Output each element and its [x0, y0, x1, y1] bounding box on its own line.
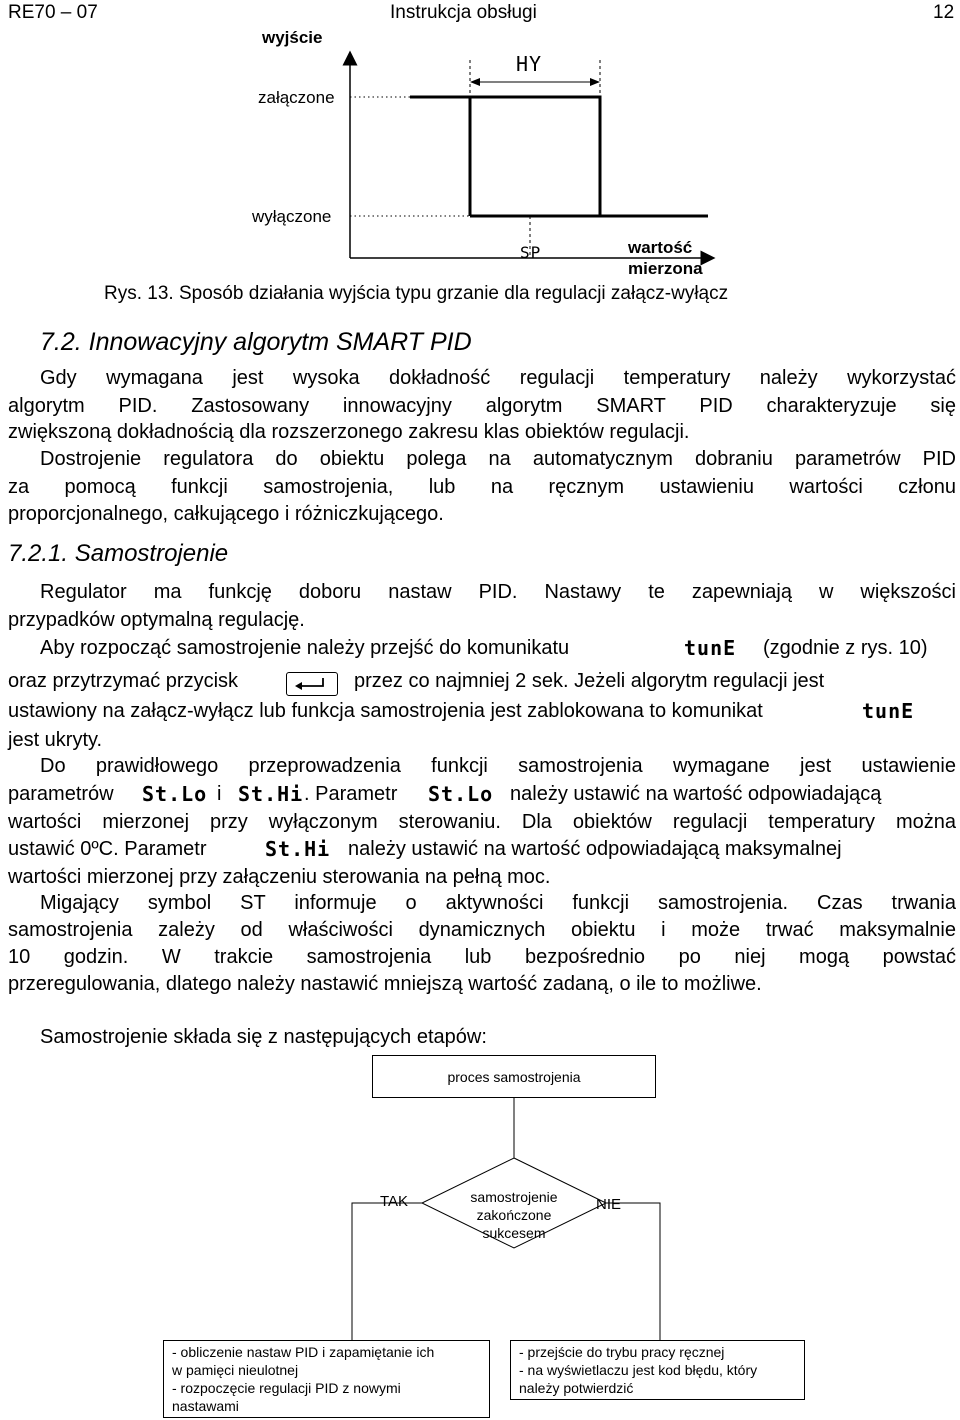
sub-p4-line2: samostrojenia zależy od właściwości dynamicznych obiektu i może trwać maksymalnie [8, 919, 956, 941]
sub-p3-line2-i: i [217, 783, 222, 805]
on-off-characteristic [410, 97, 708, 216]
section-p1-line3: zwiększoną dokładnością dla rozszerzonego zakresu klas obiektów regulacji. [8, 421, 690, 443]
code-st-lo-2: St.Lo [428, 782, 494, 806]
header-title: Instrukcja obsługi [390, 2, 537, 23]
success-line-2: w pamięci nieulotnej [172, 1362, 299, 1378]
sub-p3-line2c: należy ustawić na wartość odpowiadającą [510, 783, 882, 805]
failure-box [510, 1340, 805, 1400]
process-box [372, 1055, 656, 1098]
x-axis-label-2: mierzona [628, 259, 703, 278]
stages-intro: Samostrojenie składa się z następujących etapów: [40, 1026, 487, 1048]
section-title: 7.2. Innowacyjny algorytm SMART PID [40, 328, 472, 356]
code-tune-2: tunE [862, 699, 915, 723]
section-p2-line2: za pomocą funkcji samostrojenia, lub na ręcznym ustawieniu wartości członu [8, 476, 956, 498]
sub-p3-line1: Do prawidłowego przeprowadzenia funkcji samostrojenia wymagane jest ustawienie [40, 755, 956, 777]
success-line-1: - obliczenie nastaw PID i zapamiętanie ich [172, 1344, 435, 1360]
no-label: NIE [596, 1196, 622, 1213]
y-axis-label: wyjście [262, 28, 323, 47]
sub-p4-line3: 10 godzin. W trakcie samostrojenia lub bezpośrednio po niej mogą powstać [8, 946, 956, 968]
header-doc-id: RE70 – 07 [8, 2, 98, 23]
sub-p2-line2b: przez co najmniej 2 sek. Jeżeli algorytm regulacji jest [354, 670, 825, 692]
sub-p4-line1: Migający symbol ST informuje o aktywności funkcji samostrojenia. Czas trwania [40, 892, 956, 914]
success-line-4: nastawami [172, 1398, 239, 1414]
sub-p3-line2a: parametrów [8, 783, 114, 805]
decision-line-1: samostrojenie [470, 1189, 558, 1205]
decision-line-3: sukcesem [482, 1225, 546, 1241]
sub-p3-line4a: ustawić 0ºC. Parametr [8, 838, 207, 860]
sub-p1-line1: Regulator ma funkcję doboru nastaw PID. Nastawy te zapewniają w większości [40, 581, 956, 603]
code-st-lo: St.Lo [142, 782, 208, 806]
off-label: wyłączone [252, 207, 332, 226]
sub-p3-line2b: . Parametr [304, 783, 398, 805]
header-page-number: 12 [933, 2, 955, 23]
code-tune: tunE [684, 636, 737, 660]
failure-line-2: - na wyświetlaczu jest kod błędu, który [519, 1362, 758, 1378]
sub-p2-line1a: Aby rozpocząć samostrojenie należy przejść do komunikatu [40, 637, 570, 659]
flow-no-line [606, 1203, 660, 1340]
section-p2-line3: proporcjonalnego, całkującego i różniczkującego. [8, 503, 444, 525]
enter-key-icon [286, 672, 338, 696]
code-st-hi-2: St.Hi [265, 837, 331, 861]
sub-p4-line4: przeregulowania, dlatego należy nastawić mniejszą wartość zadaną, o ile to możliwe. [8, 973, 762, 995]
yes-label: TAK [380, 1193, 409, 1210]
figure-caption: Rys. 13. Sposób działania wyjścia typu grzanie dla regulacji załącz-wyłącz [104, 283, 729, 304]
code-st-hi: St.Hi [238, 782, 304, 806]
sp-label: SP [520, 243, 542, 262]
failure-line-3: należy potwierdzić [519, 1380, 634, 1396]
sub-p1-line2: przypadków optymalną regulację. [8, 609, 305, 631]
sub-p2-line2a: oraz przytrzymać przycisk [8, 670, 239, 692]
subsection-title: 7.2.1. Samostrojenie [8, 540, 229, 567]
sub-p2-line4: jest ukryty. [8, 729, 103, 751]
section-p2-line1: Dostrojenie regulatora do obiektu polega na automatycznym dobraniu parametrów PID [40, 448, 956, 470]
process-box-label: proces samostrojenia [447, 1069, 581, 1085]
sub-p3-line5: wartości mierzonej przy załączeniu sterowania na pełną moc. [8, 866, 551, 888]
flow-yes-line [352, 1203, 422, 1340]
sub-p2-line3a: ustawiony na załącz-wyłącz lub funkcja samostrojenia jest zablokowana to komunikat [8, 700, 763, 722]
hy-label: HY [516, 52, 543, 76]
sub-p3-line3: wartości mierzonej przy wyłączonym sterowaniu. Dla obiektów regulacji temperatury można [8, 811, 956, 833]
success-box [163, 1340, 490, 1418]
x-axis-label-1: wartość [628, 238, 693, 257]
sub-p3-line4b: należy ustawić na wartość odpowiadającą maksymalnej [348, 838, 842, 860]
section-p1-line1: Gdy wymagana jest wysoka dokładność regulacji temperatury należy wykorzystać [40, 367, 956, 389]
failure-line-1: - przejście do trybu pracy ręcznej [519, 1344, 725, 1360]
success-line-3: - rozpoczęcie regulacji PID z nowymi [172, 1380, 401, 1396]
decision-line-2: zakończone [476, 1207, 552, 1223]
on-label: załączone [258, 88, 335, 107]
sub-p2-line1b: (zgodnie z rys. 10) [763, 637, 928, 659]
section-p1-line2: algorytm PID. Zastosowany innowacyjny algorytm SMART PID charakteryzuje się [8, 395, 956, 417]
